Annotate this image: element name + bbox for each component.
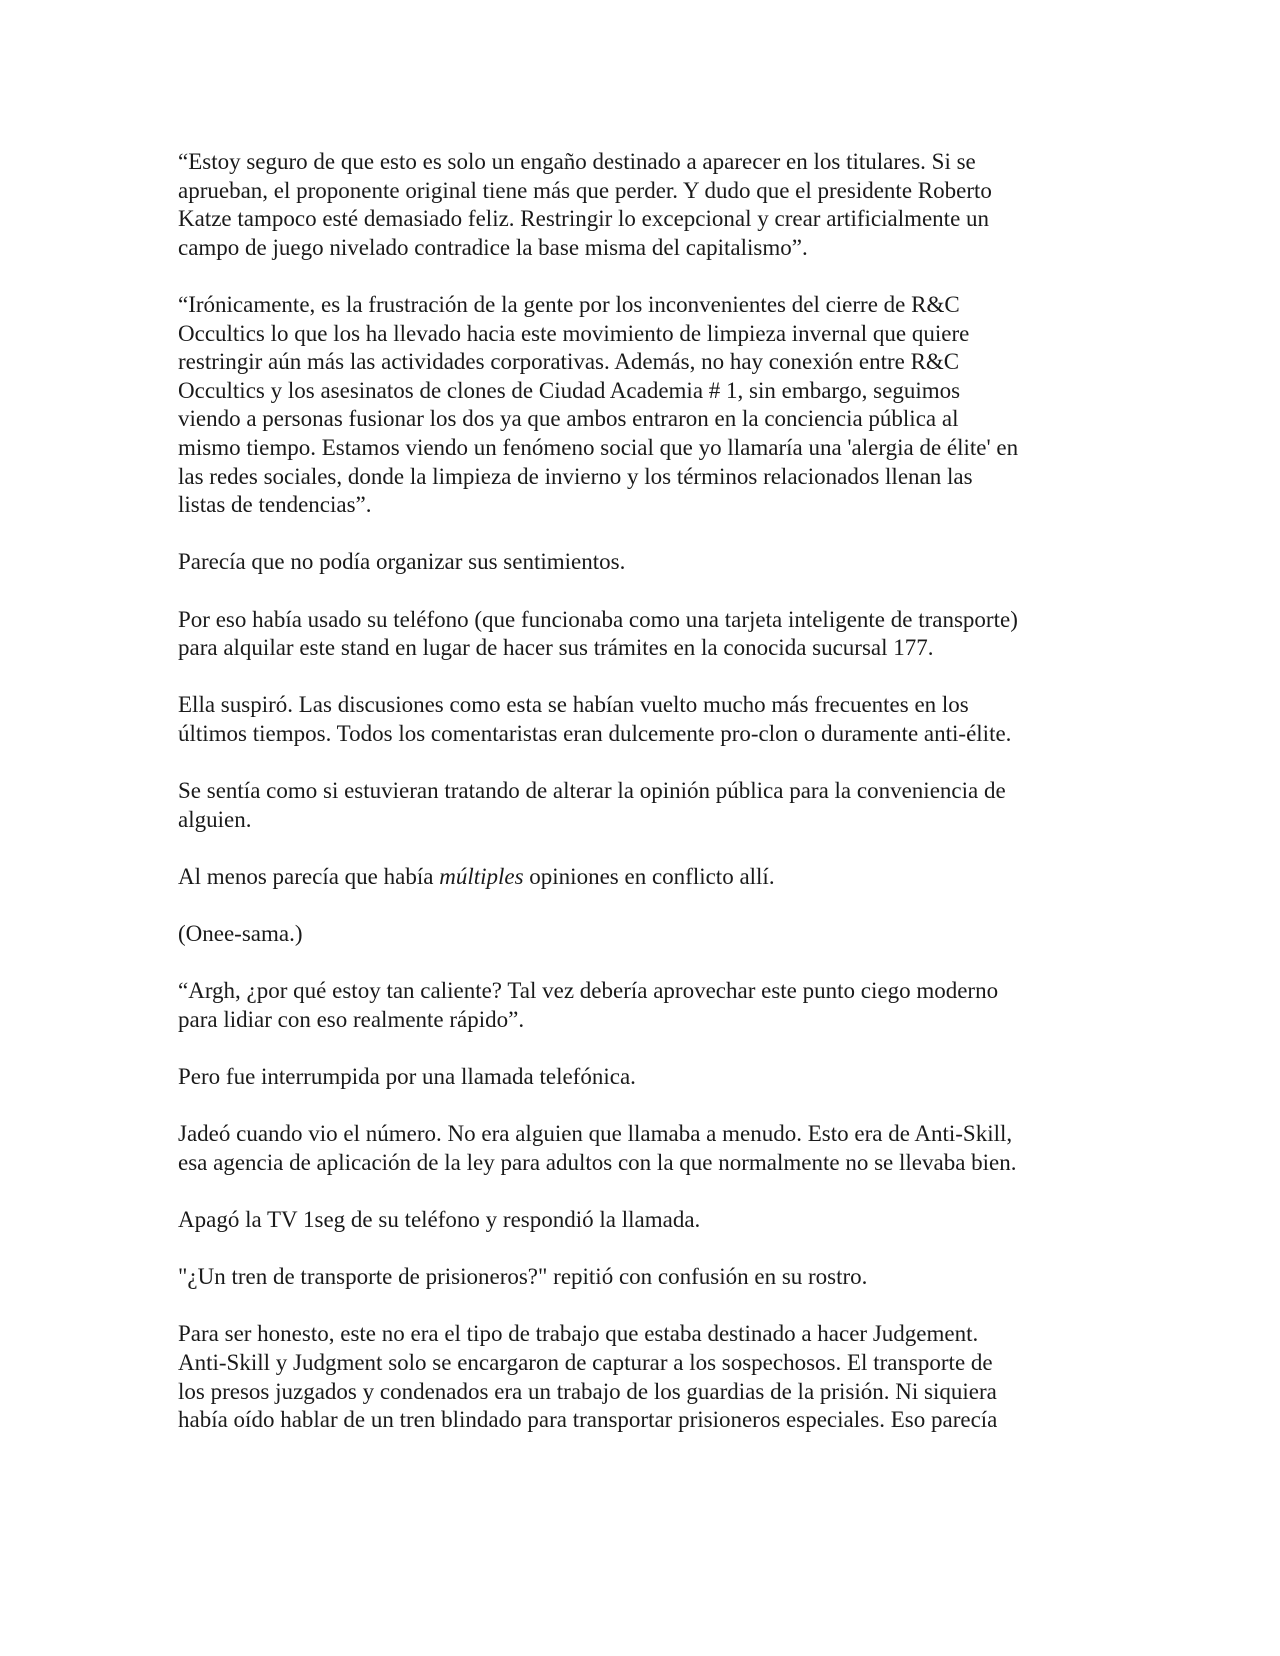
text-line: Katze tampoco esté demasiado feliz. Restringir lo excepcional y crear artificialmente un	[178, 206, 990, 232]
text-line: campo de juego nivelado contradice la base misma del capitalismo”.	[178, 234, 808, 260]
text-line: Para ser honesto, este no era el tipo de trabajo que estaba destinado a hacer Judgement.	[178, 1321, 979, 1347]
text-line: para alquilar este stand en lugar de hacer sus trámites en la conocida sucursal 177.	[178, 635, 934, 661]
text-line: Apagó la TV 1seg de su teléfono y respondió la llamada.	[178, 1206, 701, 1232]
paragraph-9	[178, 977, 1118, 1034]
text-line: Jadeó cuando vio el número. No era alguien que llamaba a menudo. Esto era de Anti-Skill,	[178, 1121, 1013, 1147]
text-line: Parecía que no podía organizar sus sentimientos.	[178, 549, 626, 575]
paragraph-4	[178, 606, 1118, 663]
paragraph-2	[178, 291, 1118, 520]
paragraph-10	[178, 1063, 1118, 1092]
text-line: Occultics y los asesinatos de clones de Ciudad Academia # 1, sin embargo, seguimos	[178, 377, 961, 403]
text-line: Por eso había usado su teléfono (que funcionaba como una tarjeta inteligente de transporte)	[178, 606, 1018, 632]
paragraph-11	[178, 1120, 1118, 1177]
text-line	[178, 863, 1118, 892]
text-line: Anti-Skill y Judgment solo se encargaron de capturar a los sospechosos. El transporte de	[178, 1349, 993, 1375]
paragraph-6	[178, 777, 1118, 834]
text-line: restringir aún más las actividades corporativas. Además, no hay conexión entre R&C	[178, 349, 960, 375]
text-line: Se sentía como si estuvieran tratando de alterar la opinión pública para la conveniencia de	[178, 778, 1006, 804]
paragraph-13	[178, 1263, 1118, 1292]
text-line: para lidiar con eso realmente rápido”.	[178, 1006, 525, 1032]
paragraph-14	[178, 1320, 1118, 1434]
document-body	[178, 148, 1118, 1463]
text-line: Pero fue interrumpida por una llamada telefónica.	[178, 1064, 636, 1089]
text-line: "¿Un tren de transporte de prisioneros?" repitió con confusión en su rostro.	[178, 1264, 868, 1290]
text-before-emphasis: Al menos parecía que había	[178, 863, 440, 889]
text-line: aprueban, el proponente original tiene más que perder. Y dudo que el presidente Roberto	[178, 177, 992, 203]
paragraph-3	[178, 548, 1118, 577]
text-line: mismo tiempo. Estamos viendo un fenómeno social que yo llamaría una 'alergia de élite' en	[178, 434, 1019, 460]
text-line: últimos tiempos. Todos los comentaristas eran dulcemente pro-clon o duramente anti-élite.	[178, 720, 1012, 746]
paragraph-12	[178, 1206, 1118, 1235]
text-line: los presos juzgados y condenados era un trabajo de los guardias de la prisión. Ni siquiera	[178, 1378, 997, 1404]
text-line: alguien.	[178, 806, 252, 832]
text-after-emphasis: opiniones en conflicto allí.	[523, 863, 775, 889]
text-line: Occultics lo que los ha llevado hacia este movimiento de limpieza invernal que quiere	[178, 320, 970, 346]
paragraph-5	[178, 691, 1118, 748]
text-line: “Irónicamente, es la frustración de la gente por los inconvenientes del cierre de R&C	[178, 291, 960, 317]
text-line: Ella suspiró. Las discusiones como esta se habían vuelto mucho más frecuentes en los	[178, 692, 969, 718]
paragraph-1	[178, 148, 1118, 262]
text-line: viendo a personas fusionar los dos ya que ambos entraron en la conciencia pública al	[178, 406, 959, 432]
text-line: esa agencia de aplicación de la ley para adultos con la que normalmente no se llevaba bien.	[178, 1149, 1017, 1175]
text-line: había oído hablar de un tren blindado para transportar prisioneros especiales. Eso parecía	[178, 1407, 998, 1433]
text-line: “Estoy seguro de que esto es solo un engaño destinado a aparecer en los titulares. Si se	[178, 149, 976, 174]
text-line: (Onee-sama.)	[178, 921, 303, 947]
paragraph-8	[178, 920, 1118, 949]
text-line: listas de tendencias”.	[178, 492, 372, 518]
emphasized-text: múltiples	[439, 863, 524, 889]
text-line: las redes sociales, donde la limpieza de invierno y los términos relacionados llenan las	[178, 463, 973, 489]
text-line: “Argh, ¿por qué estoy tan caliente? Tal vez debería aprovechar este punto ciego moderno	[178, 978, 999, 1004]
paragraph-7	[178, 863, 1118, 892]
